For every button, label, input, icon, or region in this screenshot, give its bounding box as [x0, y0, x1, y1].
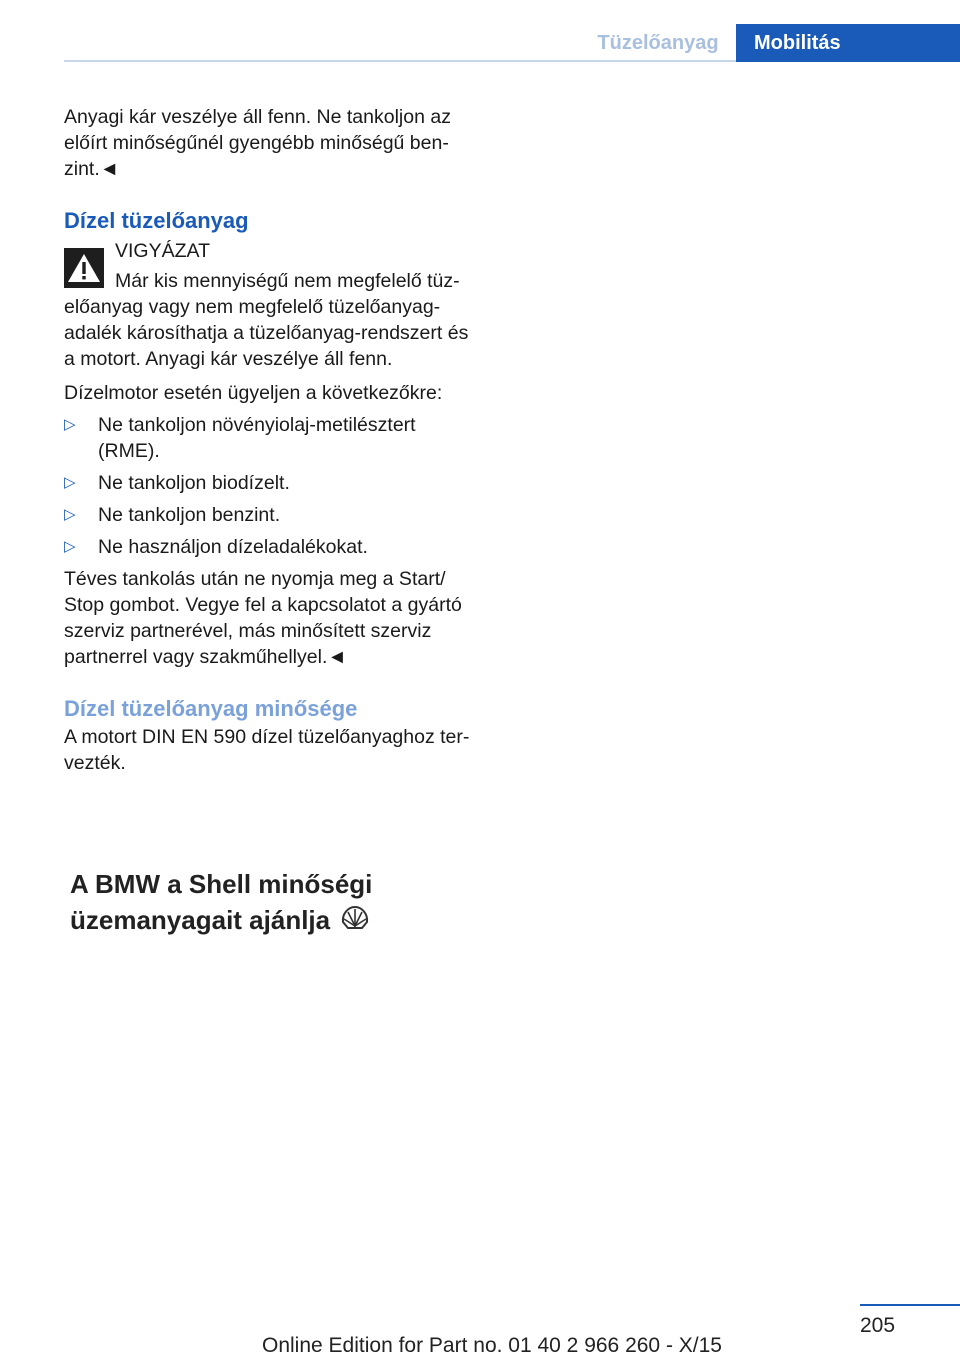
- section-heading-diesel: Dízel tüzelőanyag: [64, 208, 249, 233]
- warning-label: VIGYÁZAT: [115, 240, 210, 262]
- list-item-text: Ne tankoljon benzint.: [98, 504, 281, 526]
- warning-text: Már kis mennyiségű nem megfelelő tüz-előanyag vagy nem megfelelő tüzelőanyag-adalék károsíthatja a tüzelőanyag-rendszert és a motort. Anyagi kár veszélye áll fenn.: [64, 270, 469, 370]
- bullet-icon: ▷: [64, 474, 76, 491]
- promo-line-2: üzemanyagait ajánlja: [70, 905, 331, 935]
- tab-mobilitas[interactable]: Mobilitás: [736, 24, 960, 62]
- shell-promo: [70, 866, 430, 941]
- main-column: [64, 104, 480, 776]
- list-item: [64, 412, 480, 464]
- warning-block: [64, 238, 480, 264]
- list-item-text: Ne tankoljon növényiolaj-metilésztert (RME).: [98, 414, 416, 462]
- diesel-intro: Dízelmotor esetén ügyeljen a következőkre:: [64, 382, 443, 404]
- bullet-icon: ▷: [64, 506, 76, 523]
- promo-line-1: A BMW a Shell minőségi: [70, 869, 373, 899]
- list-item: [64, 534, 480, 560]
- page-number-rule: [860, 1304, 960, 1306]
- list-item: [64, 502, 480, 528]
- bullet-icon: ▷: [64, 416, 76, 433]
- list-item-text: Ne tankoljon biodízelt.: [98, 472, 290, 494]
- promo-line-2-wrapper: [70, 902, 430, 941]
- warning-triangle-icon: [64, 248, 104, 288]
- bullet-list: [64, 412, 480, 560]
- intro-paragraph: Anyagi kár veszélye áll fenn. Ne tankoljon az előírt minőségűnél gyengébb minőségű ben-zint.◄: [64, 106, 451, 180]
- section-heading-quality: Dízel tüzelőanyag minősége: [64, 696, 358, 721]
- edition-footer: Online Edition for Part no. 01 40 2 966 260 - X/15: [262, 1334, 722, 1357]
- page-number: 205: [860, 1314, 896, 1337]
- bullet-icon: ▷: [64, 538, 76, 555]
- shell-logo-icon: [340, 904, 370, 941]
- tab-tuzeloanyag[interactable]: Tüzelőanyag: [597, 32, 719, 54]
- list-item: [64, 470, 480, 496]
- list-item-text: Ne használjon dízeladalékokat.: [98, 536, 368, 558]
- quality-paragraph: A motort DIN EN 590 dízel tüzelőanyaghoz ter-vezték.: [64, 726, 470, 774]
- after-bullets-paragraph: Téves tankolás után ne nyomja meg a Start/ Stop gombot. Vegye fel a kapcsolatot a gyártó szerviz partnerével, más minősített szerviz partnerrel vagy szakműhellyel.◄: [64, 568, 462, 668]
